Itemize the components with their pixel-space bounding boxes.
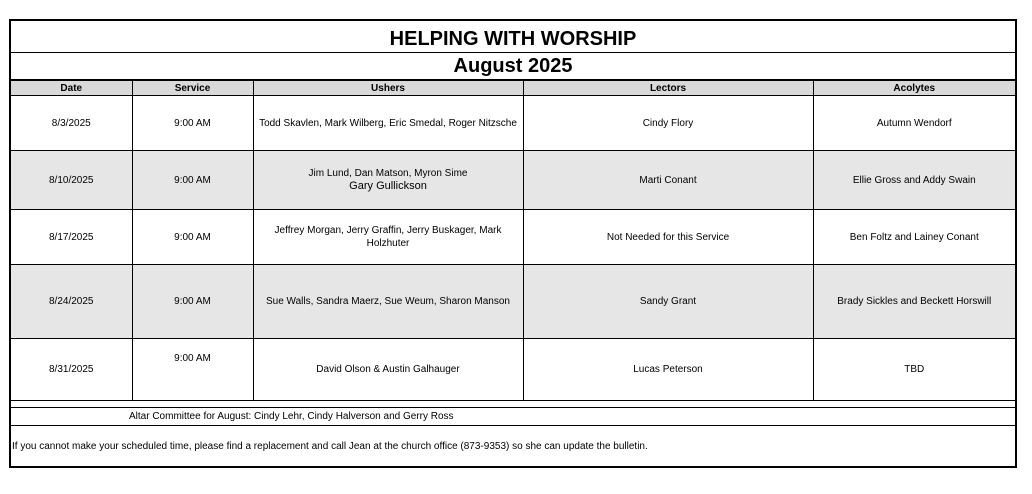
ushers-cell: Sue Walls, Sandra Maerz, Sue Weum, Sharon Manson xyxy=(253,265,523,339)
ushers-extra-line: Gary Gullickson xyxy=(349,180,427,192)
service-cell xyxy=(132,339,253,401)
service-time: 9:00 AM xyxy=(174,353,211,364)
column-header-acolytes: Acolytes xyxy=(813,81,1015,96)
column-header-date: Date xyxy=(11,81,132,96)
acolytes-cell: Ben Foltz and Lainey Conant xyxy=(813,210,1015,265)
table-row xyxy=(11,96,1015,151)
altar-committee-row xyxy=(11,407,1015,426)
ushers-cell: David Olson & Austin Galhauger xyxy=(253,339,523,401)
lectors-cell: Sandy Grant xyxy=(523,265,813,339)
date-cell: 8/3/2025 xyxy=(11,96,132,151)
ushers-cell: Jeffrey Morgan, Jerry Graffin, Jerry Buskager, Mark Holzhuter xyxy=(253,210,523,265)
lectors-cell: Lucas Peterson xyxy=(523,339,813,401)
altar-committee-label: Altar Committee for August: xyxy=(129,411,252,422)
acolytes-cell: Ellie Gross and Addy Swain xyxy=(813,151,1015,210)
table-row xyxy=(11,210,1015,265)
ushers-cell: Todd Skavlen, Mark Wilberg, Eric Smedal, Roger Nitzsche xyxy=(253,96,523,151)
column-header-lectors: Lectors xyxy=(523,81,813,96)
lectors-cell: Marti Conant xyxy=(523,151,813,210)
acolytes-cell: TBD xyxy=(813,339,1015,401)
acolytes-cell: Autumn Wendorf xyxy=(813,96,1015,151)
table-row xyxy=(11,151,1015,210)
lectors-cell: Cindy Flory xyxy=(523,96,813,151)
month-subtitle: August 2025 xyxy=(11,53,1015,80)
column-header-ushers: Ushers xyxy=(253,81,523,96)
schedule-table xyxy=(11,80,1015,401)
service-cell: 9:00 AM xyxy=(132,96,253,151)
worship-schedule-sheet xyxy=(9,19,1017,468)
date-cell: 8/31/2025 xyxy=(11,339,132,401)
service-cell: 9:00 AM xyxy=(132,151,253,210)
lectors-cell: Not Needed for this Service xyxy=(523,210,813,265)
ushers-cell xyxy=(253,151,523,210)
page-title: HELPING WITH WORSHIP xyxy=(11,21,1015,53)
table-row xyxy=(11,265,1015,339)
ushers-line: Jim Lund, Dan Matson, Myron Sime xyxy=(308,168,468,179)
table-row xyxy=(11,339,1015,401)
altar-committee-members: Cindy Lehr, Cindy Halverson and Gerry Ross xyxy=(254,411,454,422)
service-cell: 9:00 AM xyxy=(132,210,253,265)
date-cell: 8/17/2025 xyxy=(11,210,132,265)
column-header-service: Service xyxy=(132,81,253,96)
date-cell: 8/10/2025 xyxy=(11,151,132,210)
service-cell: 9:00 AM xyxy=(132,265,253,339)
replacement-note: If you cannot make your scheduled time, please find a replacement and call Jean at the church office (873-9353) so she can update the bulletin. xyxy=(12,441,648,452)
table-header-row xyxy=(11,81,1015,96)
acolytes-cell: Brady Sickles and Beckett Horswill xyxy=(813,265,1015,339)
date-cell: 8/24/2025 xyxy=(11,265,132,339)
